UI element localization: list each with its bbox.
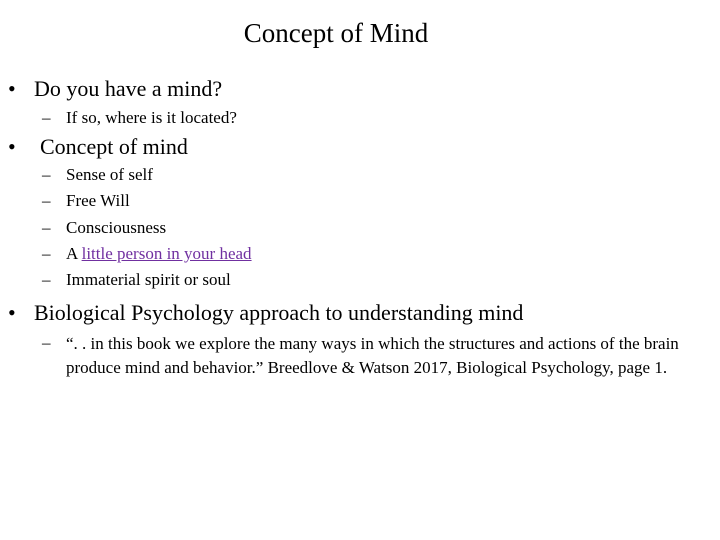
dash-marker: –	[42, 270, 51, 289]
bullet-text: Do you have a mind?	[34, 76, 223, 101]
dash-marker: –	[42, 218, 51, 237]
dash-marker: –	[42, 108, 51, 127]
sub-bullet-text: Consciousness	[66, 218, 167, 237]
little-person-link[interactable]: little person in your head	[81, 244, 252, 263]
sub-bullet-text: Immaterial spirit or soul	[66, 270, 231, 289]
slide-title: Concept of Mind	[243, 18, 429, 48]
dash-marker: –	[42, 191, 51, 210]
sub-bullet-text: Sense of self	[66, 165, 153, 184]
bullet-marker: •	[8, 300, 16, 325]
bullet-marker: •	[8, 134, 16, 159]
sub-bullet-text: Free Will	[66, 191, 130, 210]
sub-bullet-prefix: A	[66, 244, 82, 263]
bullet-text: Concept of mind	[40, 134, 188, 159]
sub-bullet-text: If so, where is it located?	[66, 108, 237, 127]
dash-marker: –	[42, 244, 51, 263]
sub-bullet-text	[66, 243, 252, 265]
dash-marker: –	[42, 165, 51, 184]
quote-text: “. . in this book we explore the many ways in which the structures and actions of the brain produce mind and behavior.” Breedlove & Watson 2017, Biological Psychology, page 1.	[66, 334, 679, 377]
bullet-marker: •	[8, 76, 16, 101]
bullet-text: Biological Psychology approach to understanding mind	[34, 300, 524, 325]
dash-marker: –	[42, 333, 51, 352]
